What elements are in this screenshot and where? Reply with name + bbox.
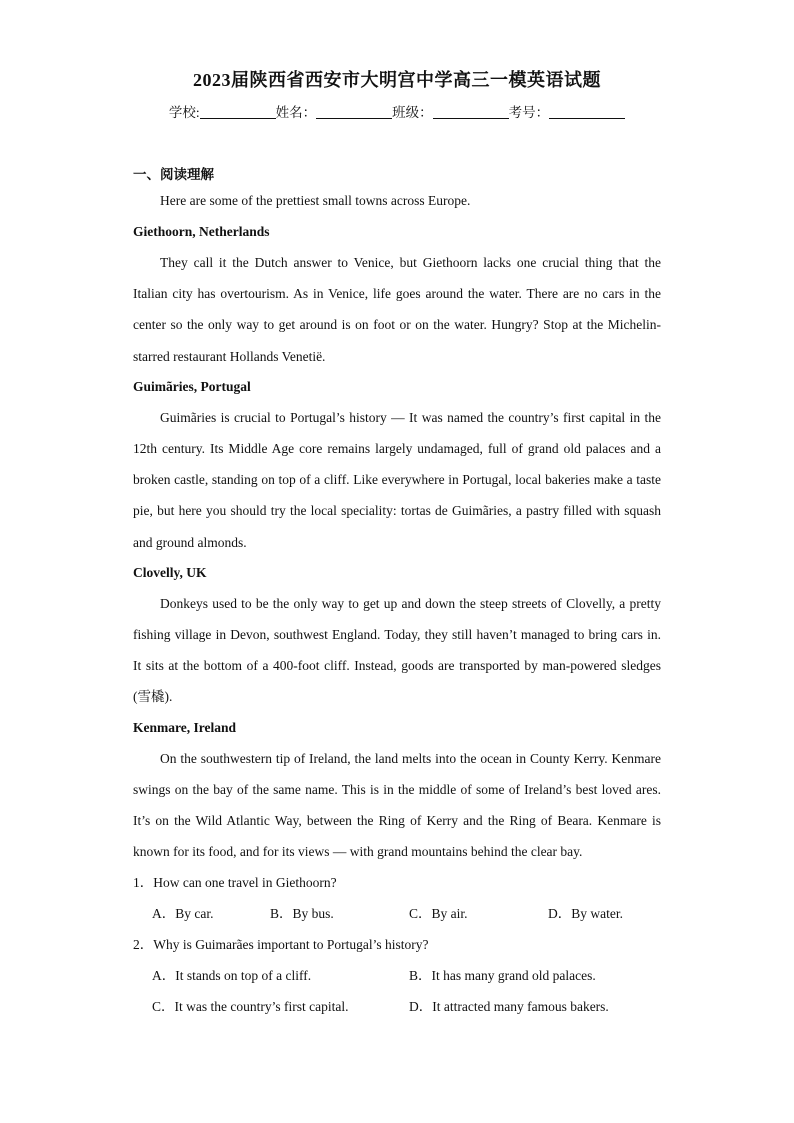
class-label: 班级： xyxy=(392,105,433,120)
number-label: 考号： xyxy=(508,105,550,120)
question-options xyxy=(133,960,661,991)
name-label: 姓名： xyxy=(275,105,317,120)
question-stem: 1．How can one travel in Giethoorn? xyxy=(133,875,337,891)
class-blank xyxy=(433,106,509,119)
option-b[interactable]: B．It has many grand old palaces. xyxy=(409,968,596,984)
question-options xyxy=(133,991,661,1022)
option-d[interactable]: D．By water. xyxy=(548,906,623,922)
town-block-giethoorn xyxy=(133,217,661,372)
name-blank xyxy=(316,106,392,119)
question-options xyxy=(133,898,661,929)
town-paragraph: Donkeys used to be the only way to get up and down the steep streets of Clovelly, a pretty fishing village in Devon, southwest England. Today, they still haven’t managed to bring cars in. It sits at the bottom of a 400-foot cliff. Instead, goods are transported by man-powered sledges (雪橇). xyxy=(133,595,661,705)
reading-section xyxy=(133,163,661,1022)
town-heading: Giethoorn, Netherlands xyxy=(133,224,270,239)
section-intro: Here are some of the prettiest small towns across Europe. xyxy=(160,193,471,208)
town-block-kenmare xyxy=(133,713,661,868)
question-stem: 2．Why is Guimarães important to Portugal’s history? xyxy=(133,937,429,953)
town-heading: Clovelly, UK xyxy=(133,564,207,580)
question-1 xyxy=(133,867,661,929)
section-heading: 一、阅读理解 xyxy=(133,167,214,182)
option-a[interactable]: A．It stands on top of a cliff. xyxy=(152,968,312,984)
student-info-row xyxy=(0,101,794,121)
town-paragraph: On the southwestern tip of Ireland, the land melts into the ocean in County Kerry. Kenmare swings on the bay of the same name. This is in the middle of some of Ireland’s best loved ares. It’s on the Wild Atlantic Way, between the Ring of Kerry and the Ring of Beara. Kenmare is known for its food, and for its views — with grand mountains behind the clear bay. xyxy=(133,750,661,860)
exam-title: 2023届陕西省西安市大明宫中学高三一模英语试题 xyxy=(193,70,601,90)
number-blank xyxy=(549,106,625,119)
town-heading: Guimãries, Portugal xyxy=(133,378,251,394)
option-c[interactable]: C．By air. xyxy=(409,906,468,922)
option-c[interactable]: C．It was the country’s first capital. xyxy=(152,999,349,1015)
town-paragraph: Guimãries is crucial to Portugal’s history — It was named the country’s first capital in the 12th century. Its Middle Age core remains largely undamaged, full of grand old palaces and a broken castle, standing on top of a cliff. Like everywhere in Portugal, local bakeries make a taste pie, but here you should try the local speciality: tortas de Guimãries, a pastry filled with squash and ground almonds. xyxy=(133,409,661,550)
school-blank xyxy=(200,106,276,119)
question-2 xyxy=(133,929,661,1022)
town-paragraph: They call it the Dutch answer to Venice, but Giethoorn lacks one crucial thing that the Italian city has overtourism. As in Venice, life goes around the water. There are no cars in the center so the only way to get around is on foot or on the water. Hungry? Stop at the Michelin-starred restaurant Hollands Venetië. xyxy=(133,255,661,364)
option-d[interactable]: D．It attracted many famous bakers. xyxy=(409,999,609,1015)
town-block-guimaries xyxy=(133,372,661,558)
school-label: 学校: xyxy=(168,105,200,120)
option-a[interactable]: A．By car. xyxy=(152,906,214,922)
town-block-clovelly xyxy=(133,558,661,713)
option-b[interactable]: B．By bus. xyxy=(270,906,334,922)
town-heading: Kenmare, Ireland xyxy=(133,719,236,735)
